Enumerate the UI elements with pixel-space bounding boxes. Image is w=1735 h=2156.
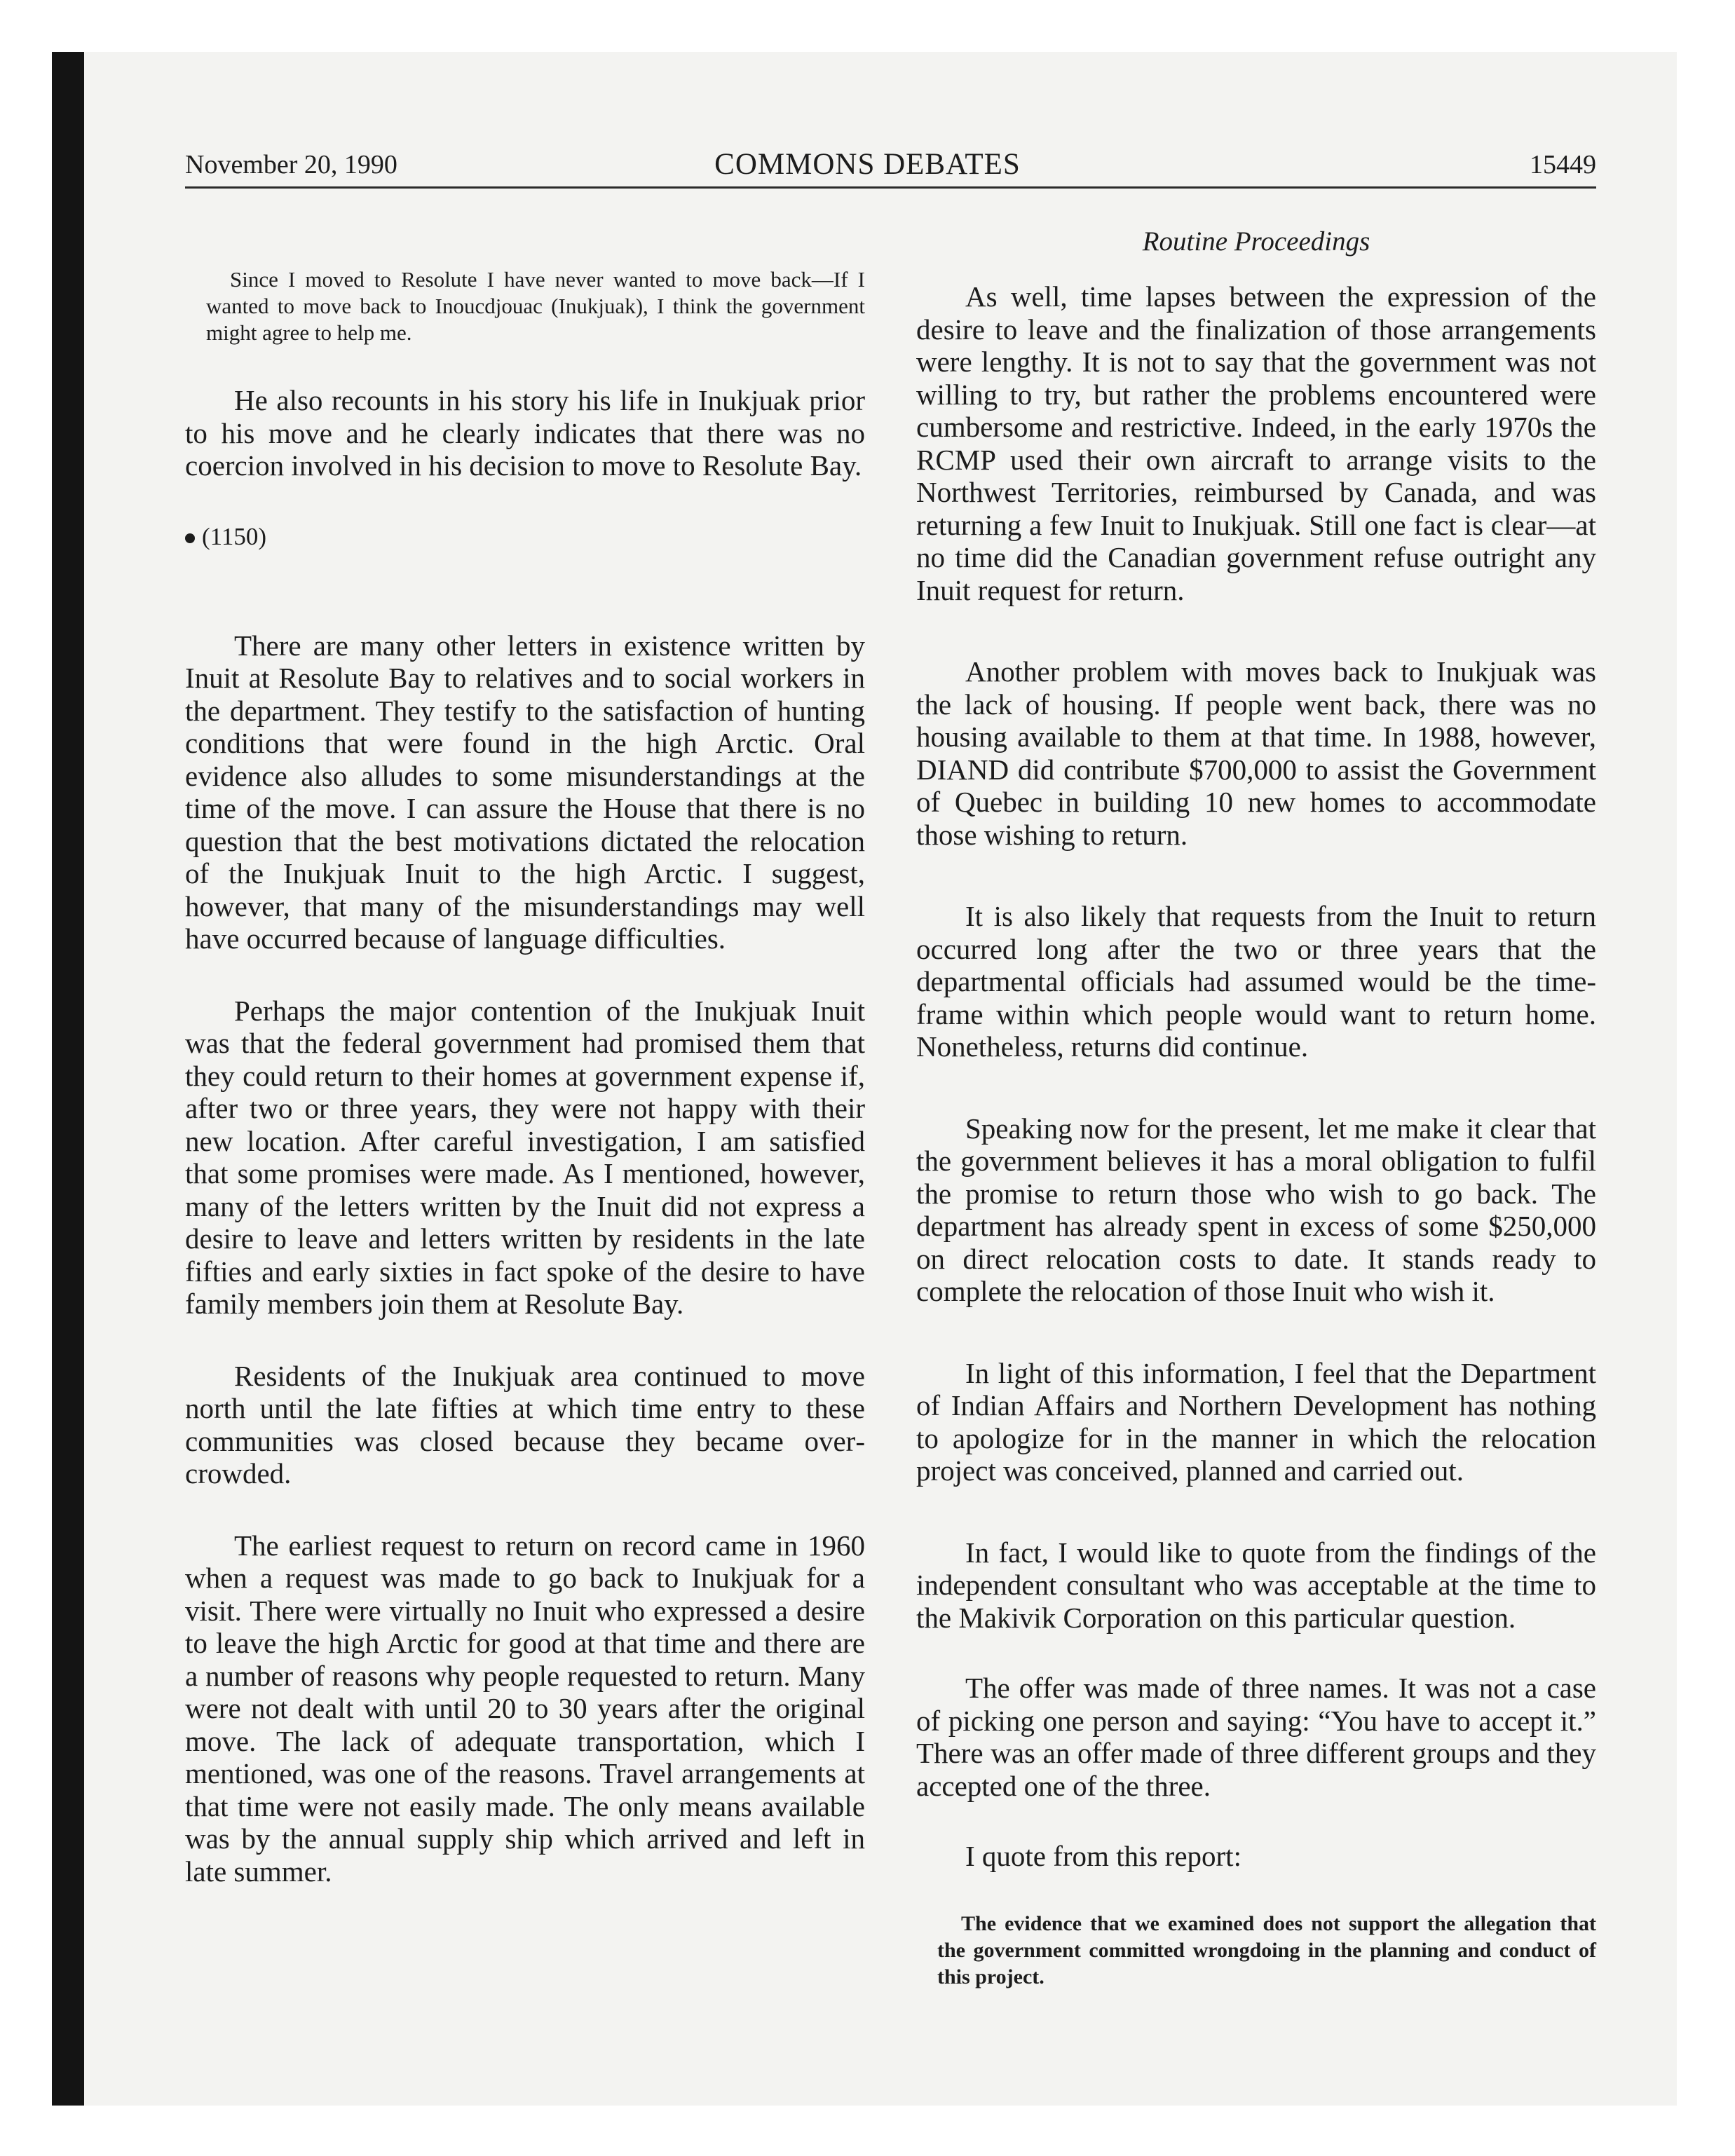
time-stamp-text: (1150) [202,522,267,550]
paragraph: I quote from this report: [965,1840,1241,1872]
header-rule [185,186,1596,189]
paragraph: He also recounts in his story his life in Inukjuak prior to his move and he clearly indicates that there was no coercion involved in his decision to move to Resolute Bay. [185,384,865,482]
block-quote: Since I moved to Resolute I have never wanted to move back—If I wanted to move back to Inoucdjouac (Inukjuak), I think the government might agree to help me. [206,267,865,345]
header-page-number: 15449 [1530,150,1596,179]
time-stamp [185,521,865,552]
header-date: November 20, 1990 [185,150,397,179]
paragraph: Perhaps the major contention of the Inukjuak Inuit was that the federal government had promised them that they could return to their homes at government expense if, after two or three years, they were not happy with their new location. After careful investigation, I am satisfied that some promises were made. As I mentioned, however, many of the letters written by the Inuit did not express a desire to leave and letters written by residents in the late fifties and early sixties in fact spoke of the desire to have family members join them at Resolute Bay. [185,994,865,1320]
paragraph: In fact, I would like to quote from the findings of the independent consultant who was acceptable at the time to the Makivik Corporation on this particular question. [916,1536,1596,1634]
paragraph: Speaking now for the present, let me make it clear that the government believes it has a moral obligation to fulfil the promise to return those who wish to go back. The department has already spent in excess of some $250,000 on direct relocation costs to date. It stands ready to complete the relocation of those Inuit who wish it. [916,1112,1596,1307]
paragraph: It is also likely that requests from the Inuit to return occurred long after the two or three years that the departmental officials had assumed would be the timeframe within which people would want to return home. Nonetheless, returns did continue. [916,900,1596,1063]
paragraph: In light of this information, I feel that the Department of Indian Affairs and Northern Development has nothing to apologize for in the manner in which the relocation project was conceived, planned and carried out. [916,1356,1596,1487]
left-column [185,210,865,1918]
paragraph: As well, time lapses between the expression of the desire to leave and the finalization of those arrangements were lengthy. It is not to say that the government was not willing to try, but rather the problems encountered were cumbersome and restrictive. Indeed, in the early 1970s the RCMP used their own aircraft to arrange visits to the Northwest Territories, reimbursed by Canada, and was returning a few Inuit to Inukjuak. Still one fact is clear—at no time did the Canadian government refuse outright any Inuit request for return. [916,280,1596,606]
right-column [916,210,1596,1991]
paragraph: The earliest request to return on record came in 1960 when a request was made to go back to Inukjuak for a visit. There were virtually no Inuit who expressed a desire to leave the high Arctic for good at that time and there are a number of reasons why people requested to return. Many were not dealt with until 20 to 30 years after the original move. The lack of adequate transportation, which I mentioned, was one of the reasons. Travel arrangements at that time were not easily made. The only means available was by the annual supply ship which arrived and left in late summer. [185,1529,865,1888]
binding-shadow [52,52,84,2106]
paragraph: Another problem with moves back to Inukjuak was the lack of housing. If people went back, there was no housing available to them at that time. In 1988, however, DIAND did contribute $700,000 to assist the Government of Quebec in building 10 new homes to accommodate those wishing to return. [916,655,1596,851]
header-publication: COMMONS DEBATES [714,148,1021,181]
block-quote: The evidence that we examined does not support the allegation that the government committed wrongdoing in the planning and conduct of this project. [937,1911,1596,1988]
paragraph: The offer was made of three names. It was not a case of picking one person and saying: “You have to accept it.” There was an offer made of three different groups and they accepted one of the three. [916,1672,1596,1802]
section-title: Routine Proceedings [1142,226,1370,257]
bullet-icon [185,533,195,543]
paragraph: Residents of the Inukjuak area continued to move north until the late fifties at which time entry to these communities was closed because they became overcrowded. [185,1359,865,1489]
paragraph: There are many other letters in existence written by Inuit at Resolute Bay to relatives and to social workers in the department. They testify to the satisfaction of hunting conditions that were found in the high Arctic. Oral evidence also alludes to some misunderstandings at the time of the move. I can assure the House that there is no question that the best motivations dictated the relocation of the Inukjuak Inuit to the high Arctic. I suggest, however, that many of the misunderstandings may well have occurred because of language difficulties. [185,629,865,955]
